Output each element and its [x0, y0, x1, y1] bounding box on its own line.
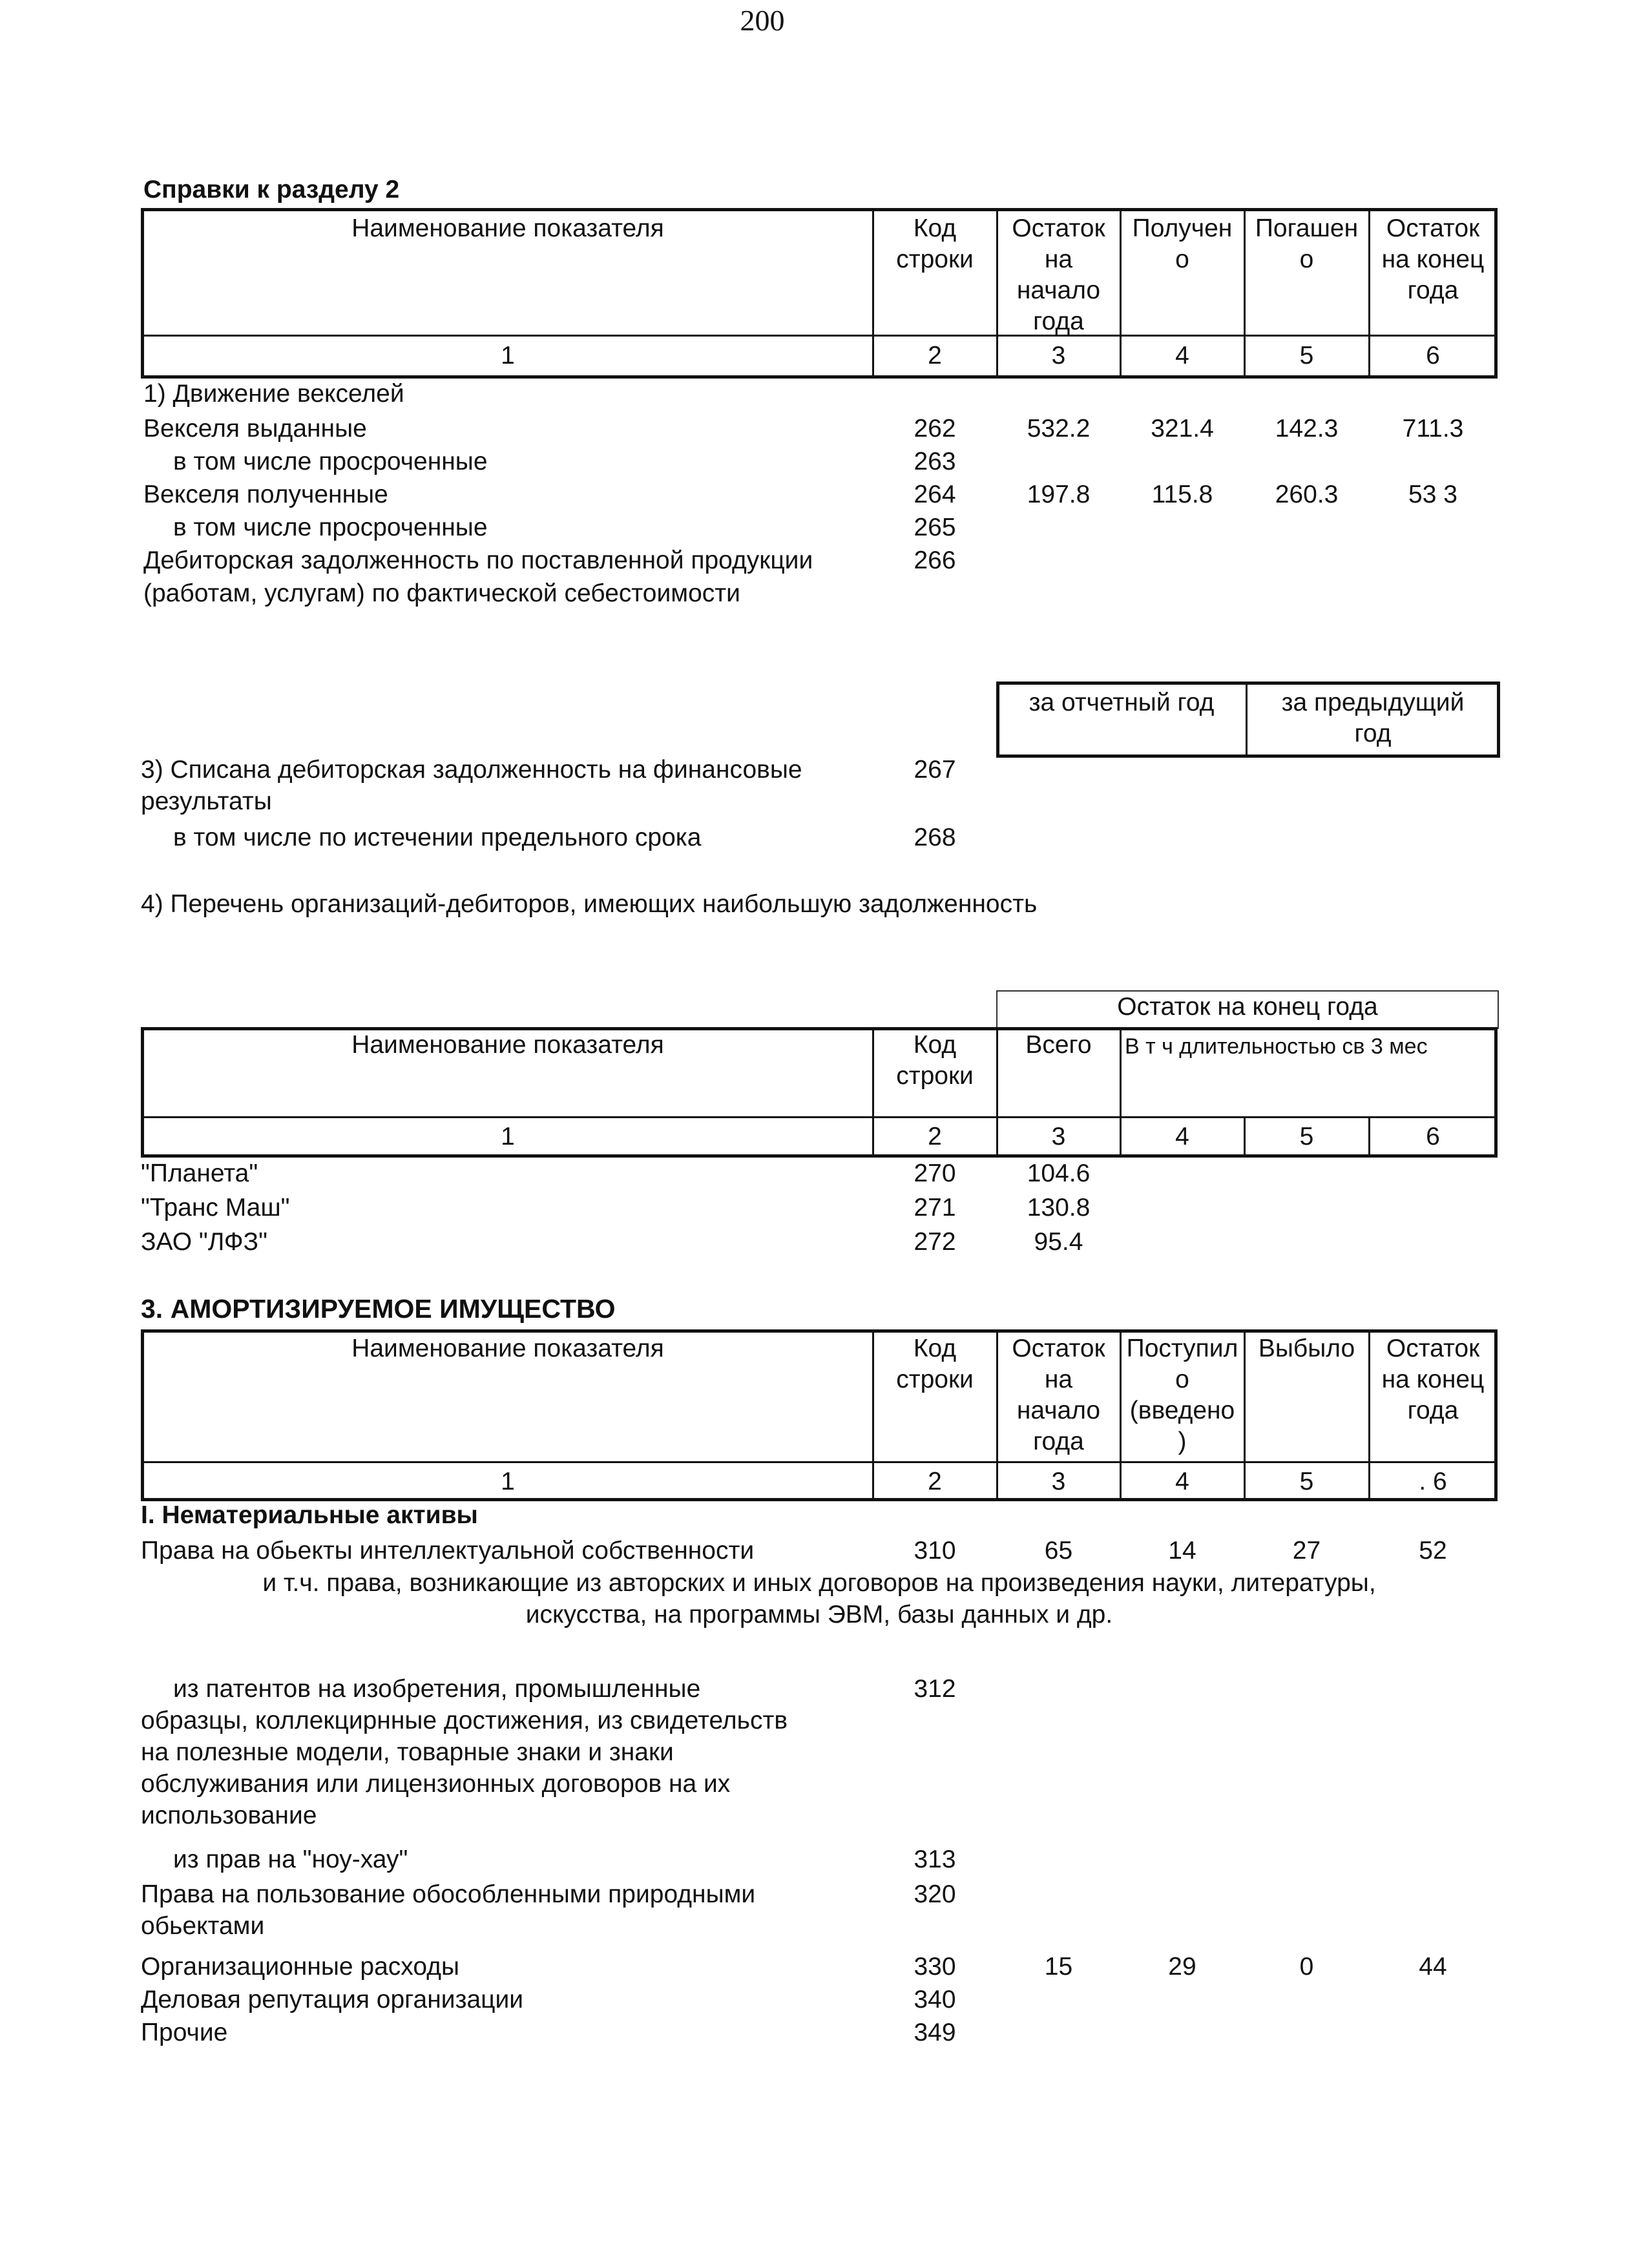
t4-header-end: Остаток на конец года: [1381, 1335, 1485, 1424]
t4-row-code: 330: [914, 1953, 956, 1981]
t4-header-start: Остаток на начало года: [1012, 1335, 1105, 1455]
t1-header-received: Получен о: [1132, 214, 1233, 273]
t1-colnum: 4: [1175, 342, 1189, 369]
t3-row-code: 270: [914, 1160, 956, 1187]
t3-row-code: 272: [914, 1228, 956, 1256]
t4-cell: 0: [1299, 1953, 1314, 1981]
t1-cell: 115.8: [1151, 481, 1213, 508]
t2-row-label: результаты: [141, 787, 272, 815]
t1-cell: 142.3: [1275, 415, 1339, 442]
t4-row-code: 340: [914, 1986, 956, 2013]
t4-row-label: образцы, коллекцирнные достижения, из свидетельств: [141, 1707, 788, 1734]
t4-colnum: 4: [1175, 1468, 1189, 1495]
t4-colnum: 1: [501, 1468, 515, 1495]
t4-cell: 14: [1168, 1537, 1196, 1565]
t1-row-label: в том числе просроченные: [173, 448, 488, 475]
t2-row-label: в том числе по истечении предельного срока: [173, 824, 702, 851]
t1-row-label: Векселя полученные: [143, 481, 388, 508]
t3-row-code: 271: [914, 1194, 956, 1222]
t4-colnum: 5: [1299, 1468, 1314, 1495]
t3-colnum: 5: [1299, 1123, 1314, 1150]
t4-cell: 44: [1419, 1953, 1447, 1981]
t3-colnum: 6: [1426, 1123, 1440, 1150]
t4-header-name: Наименование показателя: [351, 1335, 664, 1362]
t1-header-start: Остаток на начало года: [1012, 214, 1105, 335]
t4-row-code: 349: [914, 2019, 956, 2046]
t1-cell: 197.8: [1027, 481, 1091, 508]
t2-header-current: за отчетный год: [1029, 689, 1215, 716]
t3-group-header: Остаток на конец года: [1117, 993, 1378, 1021]
t3-header-name: Наименование показателя: [351, 1031, 664, 1059]
t4-row-label: на полезные модели, товарные знаки и знаки: [141, 1738, 674, 1766]
t1-colnum: 3: [1051, 342, 1066, 369]
t4-row-label: обслуживания или лицензионных договоров на их: [141, 1770, 731, 1798]
t3-row-total: 95.4: [1034, 1228, 1083, 1256]
t1-colnum: 1: [501, 342, 515, 369]
t4-cell: 29: [1168, 1953, 1196, 1981]
section3-title: 3. АМОРТИЗИРУЕМОЕ ИМУЩЕСТВО: [141, 1294, 616, 1324]
t4-colnum: . 6: [1419, 1468, 1447, 1495]
t3-header-total: Всего: [1025, 1031, 1092, 1059]
t1-row-code: 262: [914, 415, 956, 442]
t4-cell: 65: [1044, 1537, 1073, 1565]
t1-row-label: в том числе просроченные: [173, 514, 488, 541]
t3-header-code: Код строки: [896, 1031, 974, 1090]
t4-row-code: 320: [914, 1880, 956, 1908]
t4-row-label: Права на обьекты интеллектуальной собственности: [141, 1537, 755, 1565]
t4-note-line: искусства, на программы ЭВМ, базы данных и др.: [525, 1601, 1113, 1628]
t1-row-label: (работам, услугам) по фактической себестоимости: [143, 579, 740, 607]
t4-cell: 52: [1419, 1537, 1447, 1565]
t4-row-label: из прав на "ноу-хау": [173, 1846, 408, 1873]
t4-header-code: Код строки: [896, 1335, 974, 1393]
t4-note-line: и т.ч. права, возникающие из авторских и иных договоров на произведения науки, литературы,: [262, 1569, 1376, 1597]
t1-colnum: 2: [928, 342, 942, 369]
t4-row-label: обьектами: [141, 1912, 265, 1940]
t4-colnum: 2: [928, 1468, 942, 1495]
t2-row-code: 268: [914, 824, 956, 851]
t4-row-code: 312: [914, 1675, 956, 1703]
t4-cell: 27: [1292, 1537, 1321, 1565]
t1-row-code: 263: [914, 448, 956, 475]
t1-colnum: 5: [1299, 342, 1314, 369]
t3-colnum: 1: [501, 1123, 515, 1150]
t3-colnum: 4: [1175, 1123, 1189, 1150]
t4-row-label: Организационные расходы: [141, 1953, 459, 1981]
t2-row-label: 3) Списана дебиторская задолженность на финансовые: [141, 756, 802, 784]
t1-row-label: 1) Движение векселей: [143, 380, 404, 408]
t1-colnum: 6: [1426, 342, 1440, 369]
t1-row-code: 265: [914, 514, 956, 541]
t3-row-total: 104.6: [1027, 1160, 1091, 1187]
t3-row-label: "Планета": [141, 1160, 258, 1187]
t4-header-disposed: Выбыло: [1258, 1335, 1355, 1362]
t3-row-total: 130.8: [1027, 1194, 1091, 1222]
t1-row-code: 266: [914, 546, 956, 574]
t3-row-label: "Транс Маш": [141, 1194, 290, 1222]
t2-header-previous: за предыдущий год: [1281, 689, 1465, 747]
subsection-title: I. Нематериальные активы: [141, 1501, 478, 1529]
t3-colnum: 3: [1051, 1123, 1066, 1150]
t1-cell: 321.4: [1151, 415, 1214, 442]
t1-header-name: Наименование показателя: [351, 214, 664, 242]
t4-row-label: Прочие: [141, 2019, 228, 2046]
debtors-title: 4) Перечень организаций-дебиторов, имеющих наибольшую задолженность: [141, 890, 1038, 918]
t3-colnum: 2: [928, 1123, 942, 1150]
t4-cell: 15: [1044, 1953, 1073, 1981]
t4-row-code: 310: [914, 1537, 956, 1565]
t1-header-end: Остаток на конец года: [1381, 214, 1485, 304]
t4-row-label: Деловая репутация организации: [141, 1986, 524, 2013]
t3-row-label: ЗАО "ЛФЗ": [141, 1228, 267, 1256]
page-number: 200: [740, 4, 785, 37]
t1-cell: 53 3: [1408, 481, 1457, 508]
t4-row-code: 313: [914, 1846, 956, 1873]
t4-row-label: из патентов на изобретения, промышленные: [173, 1675, 701, 1703]
t1-header-repaid: Погашен о: [1255, 214, 1359, 273]
t4-row-label: использование: [141, 1802, 317, 1829]
t1-row-label: Дебиторская задолженность по поставленной продукции: [143, 546, 813, 574]
t1-cell: 532.2: [1027, 415, 1091, 442]
t4-row-label: Права на пользование обособленными природными: [141, 1880, 756, 1908]
t3-header-over3m: В т ч длительностью св 3 мес: [1125, 1034, 1428, 1059]
t4-colnum: 3: [1051, 1468, 1066, 1495]
t2-row-code: 267: [914, 756, 956, 784]
t1-row-label: Векселя выданные: [143, 415, 367, 442]
t1-cell: 711.3: [1402, 415, 1464, 442]
t4-header-added: Поступил о (введено ): [1126, 1335, 1238, 1455]
t1-header-code: Код строки: [896, 214, 974, 273]
t1-row-code: 264: [914, 481, 956, 508]
t1-cell: 260.3: [1275, 481, 1339, 508]
section-title: Справки к разделу 2: [143, 176, 400, 203]
